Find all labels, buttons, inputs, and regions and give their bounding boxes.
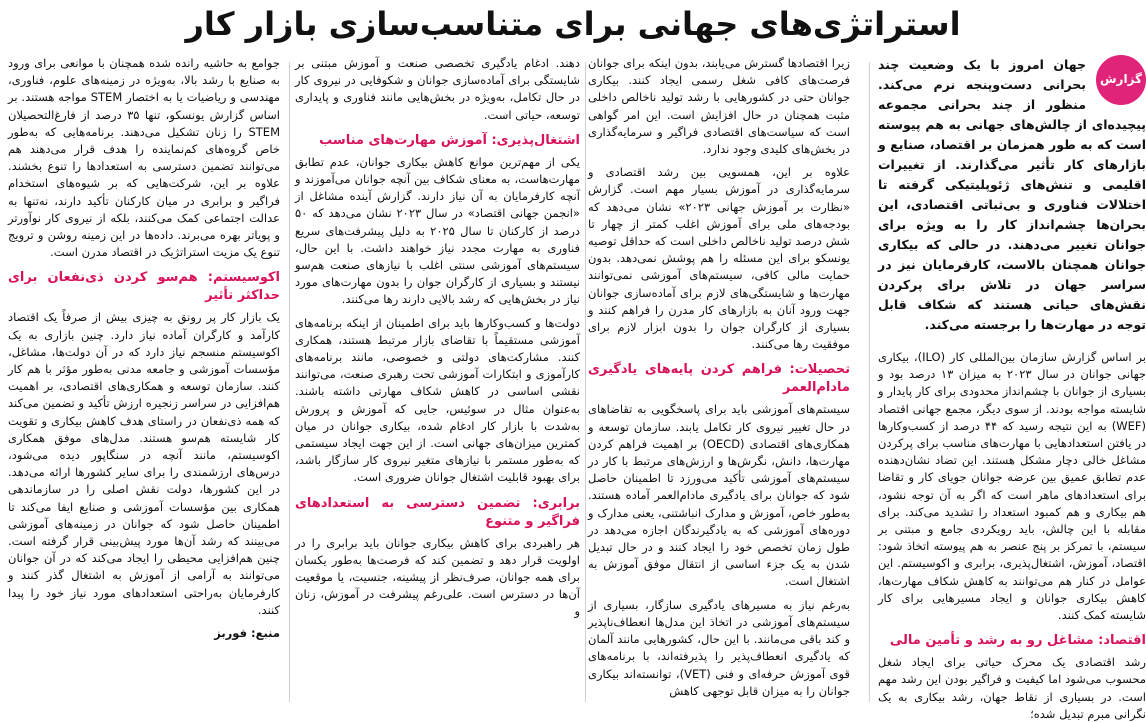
paragraph: سیستم‌های آموزشی باید برای پاسخگویی به تقاضاهای در حال تغییر نیروی کار تکامل یابند. سازمان توسعه و همکاری‌های اقتصادی (OECD) بر اهمیت فراهم کردن مهارت‌ها، دانش، نگرش‌ها و ارزش‌های مرتبط با کار در سیستم‌های آموزشی تأکید می‌ورزد تا اطمینان حاصل شود که جوانان برای یادگیری مادام‌العمر آماده هستند. به‌طور خاص، آموزش و مدارک انباشتنی، یعنی مدارک و دوره‌های آموزشی که به یادگیرندگان اجازه می‌دهد در طول زمان تخصص خود را ایجاد کنند و در حال تبدیل شدن به یک جزء اساسی از انتقال موفق آموزش به اشتغال است.: [588, 402, 850, 589]
paragraph: زیرا اقتصادها گسترش می‌یابند، بدون اینکه برای جوانان فرصت‌های کافی شغل رسمی ایجاد کنند. بیکاری جوانان حتی در کشورهایی با رشد تولید ناخالص داخلی مثبت همچنان در حال افزایش است. این امر گواهی است که سیاست‌های اقتصادی فراگیر و سرمایه‌گذاری در بخش‌های کلیدی وجود ندارد.: [588, 56, 850, 157]
paragraph: رشد اقتصادی یک محرک حیاتی برای ایجاد شغل محسوب می‌شود اما کیفیت و فراگیر بودن این رشد مهم است. در بسیاری از نقاط جهان، رشد بیکاری به یک نگرانی مبرم تبدیل شده؛: [878, 655, 1146, 721]
paragraph: بر اساس گزارش سازمان بین‌المللی کار (ILO)، بیکاری جهانی جوانان در سال ۲۰۲۳ به میزان ۱۳ درصد بود و بسیاری از جوانان با چشم‌انداز محدودی برای کار پایدار و شایسته مواجه بودند. از سوی دیگر، مجمع جهانی اقتصاد (WEF) به این نتیجه رسید که ۴۴ درصد از کسب‌وکارها در یافتن استعدادهایی با مهارت‌های مناسب برای پرکردن مشاغل خالی دچار مشکل هستند. این تضاد نشان‌دهنده عدم تطابق عمیق بین عرضه جوانان جویای کار و تقاضا برای استعدادهای ماهر است که اگر به آن توجه نشود، هم بیکاری و هم کمبود استعداد را تشدید می‌کند. برای مقابله با این چالش، باید رویکردی جامع و مبتنی بر سیستم، با تمرکز بر پنج عنصر به هم پیوسته اتخاذ شود: اقتصاد، آموزش، اشتغال‌پذیری، برابری و اکوسیستم. این عوامل در کنار هم می‌توانند به کاهش شکاف مهارت‌ها، کاهش بیکاری جوانان و ایجاد مسیرهایی برای کار شایسته کمک کنند.: [878, 350, 1146, 623]
column-divider: [585, 62, 586, 702]
lead-paragraph: جهان امروز با یک وضعیت چند بحرانی دست‌وپنجه نرم می‌کند. منظور از چند بحرانی مجموعه پیچیده‌ای از چالش‌های جهانی به هم پیوسته است که به طور همزمان بر اقتصاد، صنایع و بازارهای کار تأثیر می‌گذارند. از تغییرات اقلیمی و تنش‌های ژئوپلیتیکی گرفته تا اختلالات فناوری و بی‌ثباتی اقتصادی، این بحران‌ها چشم‌انداز کار را به ویژه برای جوانان تغییر می‌دهند. در حالی که بیکاری جوانان همچنان بالاست، کارفرمایان نیز در سراسر جهان در تلاش برای پرکردن نقش‌های حیاتی هستند که شکاف قابل توجه در مهارت‌ها را برجسته می‌کند.: [878, 57, 1146, 332]
paragraph: دولت‌ها و کسب‌وکارها باید برای اطمینان از اینکه برنامه‌های آموزشی مستقیماً با تقاضای بازار مرتبط هستند، همکاری کنند. مشارکت‌های دولتی و خصوصی، مانند برنامه‌های کارآموزی و ابتکارات آموزشی تحت رهبری صنعت، می‌توانند نقشی اساسی در کاهش شکاف مهارتی داشته باشند. به‌عنوان مثال در سوئیس، جایی که آموزش و پرورش به‌شدت با بازار کار ادغام شده، بیکاری جوانان در میان کمترین میزان‌های جهانی است. از این جهت ایجاد سیستمی که به‌طور مستمر با نیازهای متغیر نیروی کار سازگار باشد، برای بهبود قابلیت اشتغال جوانان ضروری است.: [295, 315, 580, 485]
column-divider: [289, 62, 290, 702]
paragraph: جوامع به حاشیه رانده شده همچنان با موانعی برای ورود به صنایع با رشد بالا، به‌ویژه در زمینه‌های علوم، فناوری، مهندسی و ریاضیات یا به اختصار STEM مواجه هستند. بر اساس گزارش یونسکو، تنها ۳۵ درصد از فارغ‌التحصیلان STEM را زنان تشکیل می‌دهند. برنامه‌هایی که به‌طور خاص گروه‌های کم‌نماینده را هدف قرار می‌دهند هم می‌توانند تضمین دسترسی به استعدادها را تنوع بخشند. علاوه بر این، شرکت‌هایی که بر شیوه‌های استخدام فراگیر و برابری در میان کارکنان تأکید دارند، نه‌تنها به عدالت اجتماعی کمک می‌کنند، بلکه از نیروی کار نوآورتر و پویاتر بهره می‌برند. داده‌ها در این زمینه روشن و ترویج تنوع یک مزیت استراتژیک در اقتصاد مدرن است.: [8, 56, 280, 260]
column-divider: [869, 62, 870, 702]
paragraph: به‌رغم نیاز به مسیرهای یادگیری سازگار، بسیاری از سیستم‌های آموزشی در اتخاذ این مدل‌ها انعطاف‌ناپذیر و کند باقی می‌مانند. با این حال، کشورهایی مانند آلمان که یادگیری انعطاف‌پذیر را پذیرفته‌اند، با برنامه‌های قوی آموزش حرفه‌ای و فنی (VET)، توانسته‌اند بیکاری جوانان را به میزان قابل توجهی کاهش: [588, 597, 850, 698]
section-heading-education: تحصیلات: فراهم کردن پایه‌های یادگیری مادام‌العمر: [588, 362, 850, 396]
column-4: [8, 55, 280, 703]
column-2: [588, 55, 850, 703]
section-heading-employability: اشتغال‌پذیری: آموزش مهارت‌های مناسب: [319, 132, 580, 148]
report-badge: گزارش: [1096, 55, 1146, 105]
section-heading-ecosystem: اکوسیستم: هم‌سو کردن ذی‌نفعان برای حداکثر تأثیر: [8, 270, 280, 304]
section-heading-equity: برابری: تضمین دسترسی به استعدادهای فراگیر و متنوع: [295, 495, 580, 529]
paragraph: یک بازار کار پر رونق به چیزی بیش از صرفاً یک اقتصاد کارآمد و کارگران آماده نیاز دارد. چنین بازاری به یک اکوسیستم منسجم نیاز دارد که در آن دولت‌ها، مشاغل، مؤسسات آموزشی و جامعه مدنی به‌طور مؤثر با هم کار کنند. سازمان توسعه و همکاری‌های اقتصادی، بر اهمیت هم‌افزایی در سراسر زنجیره ارزش تأکید و تضمین می‌کند که همه ذی‌نفعان در راستای هدف کاهش بیکاری و تقویت کار شایسته هم‌سو هستند. مدل‌های موفق همکاری اکوسیستم، مانند آنچه در سنگاپور دیده می‌شود، درس‌های ارزشمندی را برای سایر کشورها ارائه می‌دهد. در این کشورها، دولت نقش اصلی را در سازماندهی همکاری بین مؤسسات آموزشی و صنایع ایفا می‌کند تا اطمینان حاصل شود که جوانان در زمینه‌های آموزشی می‌بینند که رشد آن‌ها مورد پیش‌بینی قرار گرفته است. چنین هم‌افزایی محیطی را ایجاد می‌کند که در آن جوانان می‌توانند به آرامی از آموزش به اشتغال گذر کنند و کارفرمایان به‌راحتی استعدادهای مورد نیاز خود را پیدا کنند.: [8, 310, 280, 617]
column-3: [295, 55, 580, 703]
paragraph: یکی از مهم‌ترین موانع کاهش بیکاری جوانان، عدم تطابق مهارت‌هاست، به معنای شکاف بین آنچه جوانان می‌آموزند و آنچه کارفرمایان به آن نیاز دارند. گزارش آینده مشاغل از «انجمن جهانی اقتصاد» در سال ۲۰۲۳ نشان می‌دهد که ۵۰ درصد از کارکنان تا سال ۲۰۲۵ به دلیل پیشرفت‌های سریع فناوری به مهارت مجدد نیاز خواهند داشت. با این حال، سیستم‌های آموزشی سنتی اغلب با نیازهای صنعت هم‌سو نیستند و بسیاری از کارگران جوان را بدون مهارت‌های مورد نیاز در بخش‌هایی که رشد بالایی دارند رها می‌کنند.: [295, 154, 581, 307]
paragraph: علاوه بر این، همسویی بین رشد اقتصادی و سرمایه‌گذاری در آموزش بسیار مهم است. گزارش «نظارت بر آموزش جهانی ۲۰۲۳» نشان می‌دهد که بودجه‌های ملی برای آموزش اغلب کمتر از چهار تا شش درصد تولید ناخالص داخلی است که حداقل توصیه یونسکو برای این مسئله را هم پوشش نمی‌دهد. بدون حمایت مالی کافی، سیستم‌های آموزشی نمی‌توانند مهارت‌ها و شایستگی‌های لازم برای آماده‌سازی جوانان جهت ورود آنان به بازارهای کار مدرن را فراهم کنند و بسیاری از کارگران جوان را بدون ابزار لازم برای موفقیت رها می‌کنند.: [588, 165, 850, 352]
section-heading-economy: اقتصاد: مشاغل رو به رشد و تأمین مالی: [889, 633, 1146, 649]
paragraph: دهند. ادغام یادگیری تخصصی صنعت و آموزش مبتنی بر شایستگی برای آماده‌سازی جوانان و شکوفایی در نیروی کار در حال تکامل، به‌ویژه در بخش‌هایی مانند فناوری و پایداری توسعه، حیاتی است.: [295, 56, 580, 122]
paragraph: هر راهبردی برای کاهش بیکاری جوانان باید برابری را در اولویت قرار دهد و تضمین کند که فرصت‌ها به‌طور یکسان برای همه جوانان، صرف‌نظر از پیشینه، جنسیت، یا موقعیت آن‌ها در دسترس است. علی‌رغم پیشرفت در آموزش، زنان و: [295, 535, 580, 619]
column-1: [878, 55, 1146, 721]
page-title: استراتژی‌های جهانی برای متناسب‌سازی بازار کار: [185, 5, 961, 43]
source-credit: منبع: فوربز: [214, 626, 280, 641]
